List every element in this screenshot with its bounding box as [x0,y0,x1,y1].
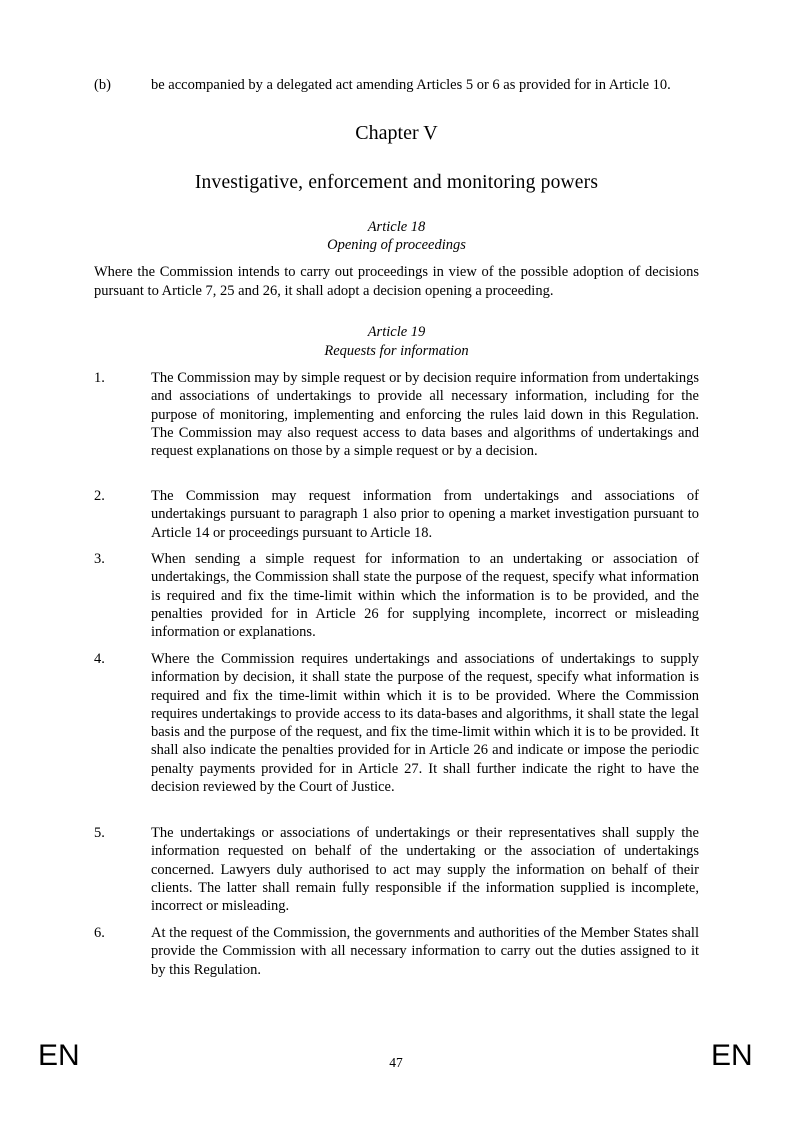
paragraph-number: 5. [94,825,105,841]
article-18-heading: Opening of proceedings [327,237,466,253]
article-19-paragraph-5 [94,824,699,915]
paragraph-number: 2. [94,488,105,504]
paragraph-number: 1. [94,370,105,386]
article-19-paragraph-1 [94,369,699,460]
article-19-heading: Requests for information [324,343,469,359]
article-19-paragraph-2 [94,487,699,542]
page-number: 47 [389,1055,403,1070]
paragraph-text: Where the Commission requires undertakings and associations of undertakings to supply information by decision, it shall state the purpose of the request, specify what information is required and fix the time-limit within which it is to be provided. Where the Commission requires undertakings to provide access to its data-bases and algorithms, it shall state the legal basis and the purpose of the request, and fix the time-limit within which it is to be provided. It shall also indicate the penalties provided for in Article 26 and indicate or impose the periodic penalty payments provided for in Article 27. It shall further indicate the right to have the decision reviewed by the Court of Justice. [151,651,699,796]
list-item-text: be accompanied by a delegated act amending Articles 5 or 6 as provided for in Article 10. [151,77,671,93]
paragraph-text: At the request of the Commission, the governments and authorities of the Member States shall provide the Commission with all necessary information to carry out the duties assigned to it by this Regulation. [151,925,699,978]
footer-language-right: EN [711,1039,753,1072]
paragraph-text: The Commission may request information from undertakings and associations of undertakings pursuant to paragraph 1 also prior to opening a market investigation pursuant to Article 14 or proceedings pursuant to Article 18. [151,488,699,541]
article-19-paragraph-6 [94,924,699,979]
paragraph-text: The Commission may by simple request or by decision require information from undertakings and associations of undertakings to provide all necessary information, including for the purpose of monitoring, implementing and enforcing the rules laid down in this Regulation. The Commission may also request access to data bases and algorithms of undertakings and request explanations on those by a simple request or by a decision. [151,370,699,460]
paragraph-text: The undertakings or associations of undertakings or their representatives shall supply the information requested on behalf of the undertaking or the association of undertakings concerned. Lawyers duly authorised to act may supply the information on behalf of their clients. The latter shall remain fully responsible if the information supplied is incomplete, incorrect or misleading. [151,825,699,915]
chapter-subtitle: Investigative, enforcement and monitoring powers [194,172,599,193]
article-18-text: Where the Commission intends to carry out proceedings in view of the possible adoption of decisions pursuant to Article 7, 25 and 26, it shall adopt a decision opening a proceeding. [94,264,699,299]
paragraph-number: 6. [94,925,105,941]
article-19-paragraph-4 [94,650,699,796]
list-item-b [94,76,699,94]
chapter-title: Chapter V [355,122,438,144]
article-19-number: Article 19 [367,324,426,340]
footer-language-left: EN [38,1039,80,1072]
paragraph-number: 4. [94,651,105,667]
paragraph-number: 3. [94,551,105,567]
paragraph-text: When sending a simple request for information to an undertaking or association of undertakings, the Commission shall state the purpose of the request, specify what information is required and fix the time-limit within which the information is to be provided, and the penalties provided for in Article 26 for supplying incomplete, incorrect or misleading information or explanations. [151,551,699,641]
article-18-number: Article 18 [367,219,426,235]
list-item-label: (b) [94,77,111,93]
article-19-paragraph-3 [94,550,699,641]
